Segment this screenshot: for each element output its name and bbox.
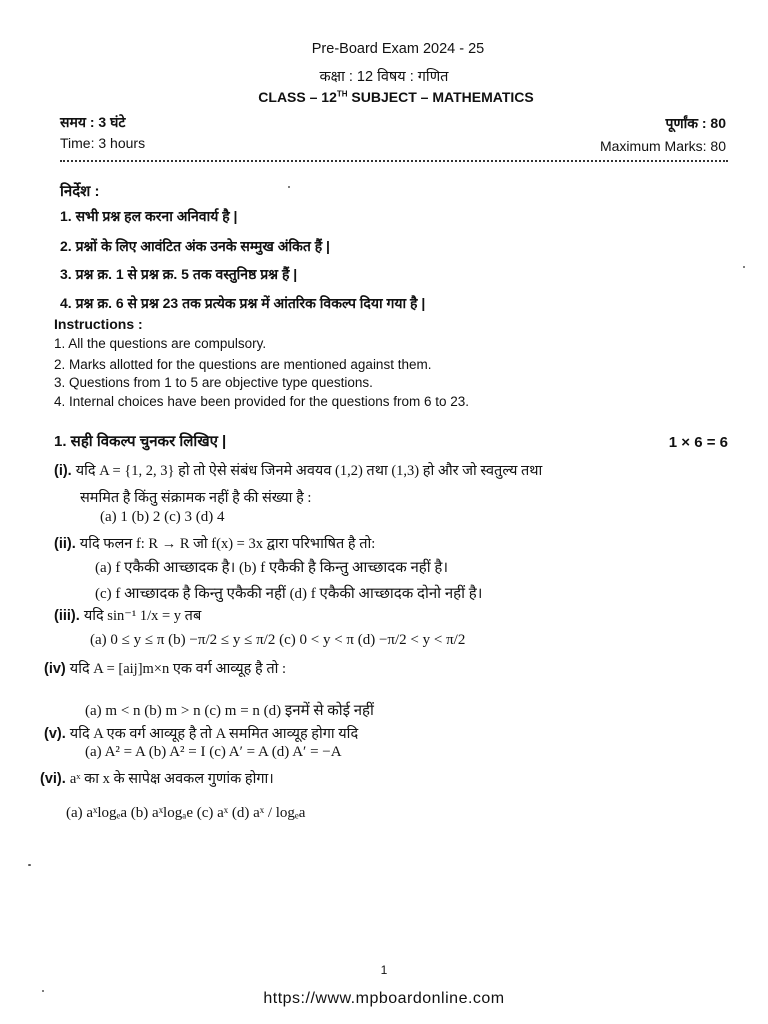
direction-item: 1. सभी प्रश्न हल करना अनिवार्य है | [60,208,238,224]
direction-item: 4. प्रश्न क्र. 6 से प्रश्न 23 तक प्रत्येक प्रश्न में आंतरिक विकल्प दिया गया है | [60,295,426,311]
footer-url[interactable]: https://www.mpboardonline.com [263,990,505,1007]
part-text: यदि A = [aij]m×n एक वर्ग आव्यूह है तो : [69,661,286,677]
instruction-item: 1. All the questions are compulsory. [54,336,267,351]
class-subject-hindi: कक्षा : 12 विषय : गणित [319,69,449,85]
instruction-item: 2. Marks allotted for the questions are mentioned against them. [54,357,432,372]
instruction-item: 4. Internal choices have been provided for the questions from 6 to 23. [54,394,470,409]
options-line: (a) aˣlogₑa (b) aˣlogₐe (c) aˣ (d) aˣ / logₑa [66,805,306,821]
part-text: aˣ का x के सापेक्ष अवकल गुणांक होगा। [69,771,274,787]
class-label: CLASS – 12 [258,89,337,105]
question-part-iii [54,605,201,625]
question-part-iv [44,658,286,678]
direction-item: 2. प्रश्नों के लिए आवंटित अंक उनके सम्मुख अंकित हैं | [60,238,330,254]
question-part-vi [40,768,274,788]
direction-item: 3. प्रश्न क्र. 1 से प्रश्न क्र. 5 तक वस्तुनिष्ठ प्रश्न हैं | [60,266,298,282]
part-text: यदि A एक वर्ग आव्यूह है तो A सममित आव्यूह होगा यदि [69,726,359,742]
time-english: Time: 3 hours [60,135,146,151]
part-label: (ii). [54,536,76,552]
options-line: (a) m < n (b) m > n (c) m = n (d) इनमें से कोई नहीं [85,703,374,719]
instructions-heading: Instructions : [54,316,143,332]
marks-english: Maximum Marks: 80 [599,138,726,154]
question-part-ii [54,533,375,553]
exam-title: Pre-Board Exam 2024 - 25 [311,41,485,57]
options-line: (a) 0 ≤ y ≤ π (b) −π/2 ≤ y ≤ π/2 (c) 0 < y < π (d) −π/2 < y < π/2 [90,632,466,648]
options-line: (a) f एकैकी आच्छादक है। (b) f एकैकी है किन्तु आच्छादक नहीं है। [95,560,449,576]
directions-heading: निर्देश : [60,183,100,200]
marks-hindi: पूर्णांक : 80 [665,115,726,131]
scan-speck [28,864,31,866]
options-line: (a) 1 (b) 2 (c) 3 (d) 4 [100,509,225,525]
question-part-v [44,723,358,743]
question-part-i [54,460,542,480]
page-number: 1 [380,963,388,977]
scan-speck [743,266,745,268]
instruction-item: 3. Questions from 1 to 5 are objective type questions. [54,375,373,390]
part-label: (iv) [44,661,66,677]
class-suffix: TH [336,89,348,99]
part-text-line2: सममित है किंतु संक्रामक नहीं है की संख्या है : [80,490,312,506]
options-line: (a) A² = A (b) A² = I (c) A′ = A (d) A′ = −A [85,744,342,760]
part-label: (iii). [54,608,80,624]
class-subject-english [12,89,768,105]
options-line: (c) f आच्छादक है किन्तु एकैकी नहीं (d) f एकैकी आच्छादक दोनो नहीं है। [95,586,483,602]
part-text: यदि sin⁻¹ 1/x = y तब [83,608,202,624]
time-hindi: समय : 3 घंटे [60,114,126,130]
subject-label: SUBJECT – MATHEMATICS [347,89,534,105]
question-1-marks: 1 × 6 = 6 [668,434,728,451]
part-label: (v). [44,726,66,742]
part-label: (i). [54,463,72,479]
question-1-heading: 1. सही विकल्प चुनकर लिखिए | [54,433,227,450]
part-label: (vi). [40,771,66,787]
scan-speck [288,186,290,188]
header-divider [60,160,728,162]
part-text: यदि A = {1, 2, 3} हो तो ऐसे संबंध जिनमे अवयव (1,2) तथा (1,3) हो और जो स्वतुल्य तथा [75,463,543,479]
part-text: यदि फलन f: R → R जो f(x) = 3x द्वारा परिभाषित है तो: [79,536,376,552]
